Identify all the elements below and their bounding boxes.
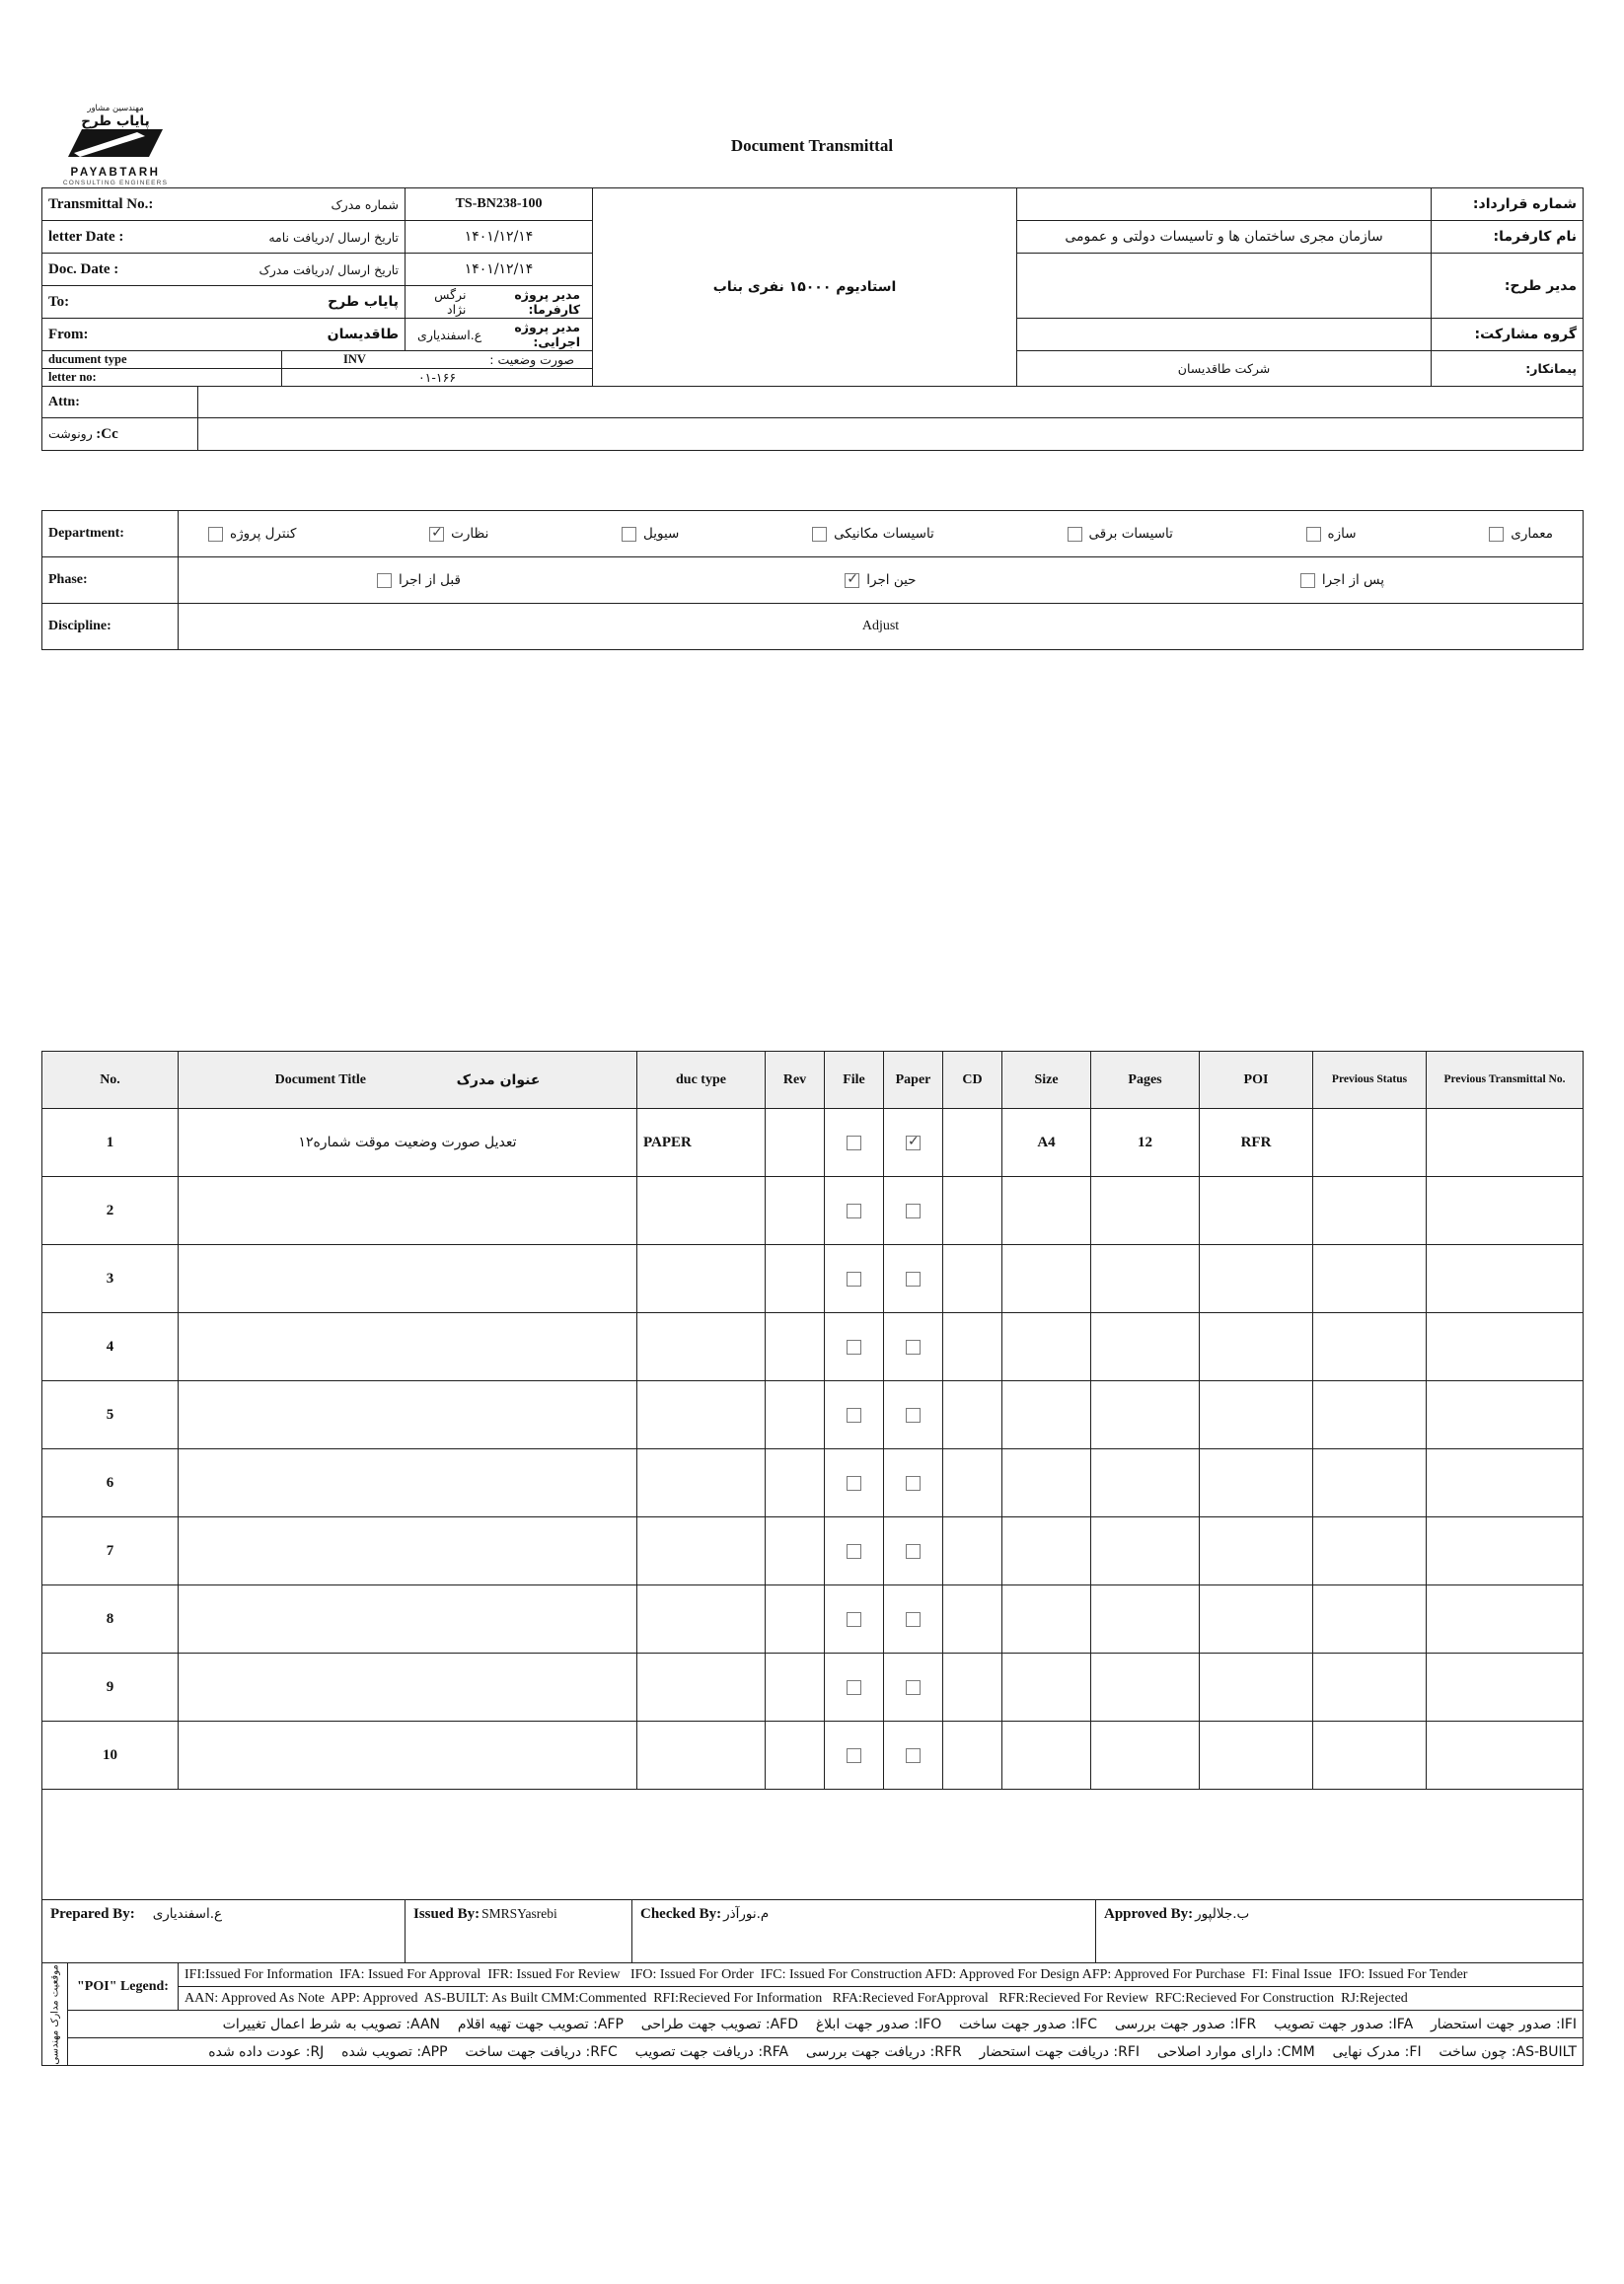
cell-no: 10: [42, 1722, 179, 1790]
client-pm-cell: [406, 286, 593, 319]
phase-option-before: قبل از اجرا: [377, 572, 461, 588]
cell-cd: [943, 1722, 1002, 1790]
brand-fa-small: مهندسین مشاور: [87, 104, 144, 113]
client-pm-value: نرگس نژاد: [434, 287, 467, 317]
cell-no: 2: [42, 1177, 179, 1245]
row-cc: [42, 418, 1584, 451]
cell-prev_transmittal: [1427, 1449, 1584, 1517]
letter-date-value: ۱۴۰۱/۱۲/۱۴: [406, 221, 593, 254]
cell-size: [1002, 1585, 1091, 1654]
paper-checkbox[interactable]: [906, 1612, 921, 1627]
cell-paper: [884, 1654, 943, 1722]
paper-checkbox[interactable]: [906, 1204, 921, 1218]
cell-no: 7: [42, 1517, 179, 1585]
approved-by-value: ب.جلالپور: [1195, 1906, 1250, 1922]
exec-pm-label: مدیر پروژه اجرایی:: [514, 320, 581, 349]
attn-value: [198, 387, 1584, 418]
cc-label: Cc:: [96, 425, 118, 442]
cell-title: [179, 1313, 637, 1381]
cell-pages: [1091, 1313, 1200, 1381]
paper-checkbox[interactable]: [906, 1136, 921, 1150]
cell-paper: [884, 1722, 943, 1790]
cell-title: [179, 1245, 637, 1313]
cell-file: [825, 1449, 884, 1517]
cell-title: [179, 1449, 637, 1517]
cell-rev: [766, 1177, 825, 1245]
cell-poi: [1200, 1381, 1313, 1449]
from-cell: [42, 319, 406, 351]
cell-pages: [1091, 1245, 1200, 1313]
to-value: پایاب طرح: [328, 294, 400, 310]
letter-date-label-cell: [42, 221, 406, 254]
cell-duc_type: [637, 1245, 766, 1313]
cell-paper: [884, 1109, 943, 1177]
partnership-value: [1017, 319, 1432, 351]
col-header-cd: CD: [943, 1052, 1002, 1109]
cell-rev: [766, 1245, 825, 1313]
department-option-electrical: تاسیسات برقی: [1068, 526, 1173, 542]
from-value: طاقدیسان: [327, 327, 400, 342]
cell-duc_type: [637, 1313, 766, 1381]
legend-row-3: [42, 2011, 1584, 2038]
engineering-docs-side-label-cell: [42, 1963, 68, 2066]
cell-prev_transmittal: [1427, 1654, 1584, 1722]
cell-file: [825, 1517, 884, 1585]
paper-checkbox[interactable]: [906, 1748, 921, 1763]
doc-table-header-row: [42, 1052, 1584, 1109]
cell-no: 4: [42, 1313, 179, 1381]
cell-size: [1002, 1313, 1091, 1381]
cell-duc_type: [637, 1722, 766, 1790]
col-header-poi: POI: [1200, 1052, 1313, 1109]
doc-type-label-fa: صورت وضعیت :: [489, 352, 575, 367]
paper-checkbox[interactable]: [906, 1340, 921, 1355]
cell-prev_status: [1313, 1109, 1427, 1177]
page-title: Document Transmittal: [730, 136, 894, 155]
after-execution-checkbox[interactable]: [1300, 573, 1315, 588]
col-header-previous-status: Previous Status: [1313, 1052, 1427, 1109]
doc-row: [42, 1585, 1584, 1654]
cell-duc_type: [637, 1517, 766, 1585]
cell-file: [825, 1177, 884, 1245]
cell-paper: [884, 1177, 943, 1245]
cell-size: [1002, 1245, 1091, 1313]
doc-row: [42, 1449, 1584, 1517]
cc-label-cell: [42, 418, 198, 451]
cell-duc_type: PAPER: [637, 1109, 766, 1177]
issued-by-label: Issued By:: [413, 1906, 480, 1922]
client-label: نام کارفرما:: [1432, 221, 1584, 254]
row-attn: [42, 387, 1584, 418]
brand-en-subtitle: CONSULTING ENGINEERS: [62, 179, 169, 186]
brand-fa-name: پایاب طرح: [81, 112, 150, 129]
cell-cd: [943, 1313, 1002, 1381]
cell-paper: [884, 1381, 943, 1449]
cell-prev_transmittal: [1427, 1109, 1584, 1177]
cell-size: [1002, 1381, 1091, 1449]
row-transmittal-no: [42, 188, 1584, 221]
legend-en-line1: IFI:Issued For Information IFA: Issued For Approval IFR: Issued For Review IFO: Issued For Order IFC: Issued For Construction AFD: Approved For Design AFP: Approved For Purchase FI: Final Issue IFO: Issued For Tender: [179, 1963, 1584, 1987]
phase-label: Phase:: [42, 557, 179, 604]
cell-prev_transmittal: [1427, 1245, 1584, 1313]
cell-duc_type: [637, 1654, 766, 1722]
contract-no-value: [1017, 188, 1432, 221]
legend-row-2: [42, 1987, 1584, 2011]
file-checkbox[interactable]: [847, 1748, 861, 1763]
cell-pages: [1091, 1722, 1200, 1790]
cell-file: [825, 1585, 884, 1654]
file-checkbox[interactable]: [847, 1408, 861, 1423]
file-checkbox[interactable]: [847, 1272, 861, 1287]
partnership-label: گروه مشارکت:: [1432, 319, 1584, 351]
phase-option-after: پس از اجرا: [1300, 572, 1384, 588]
paper-checkbox[interactable]: [906, 1544, 921, 1559]
cell-duc_type: [637, 1177, 766, 1245]
prepared-by-label: Prepared By:: [50, 1906, 135, 1922]
cell-poi: [1200, 1585, 1313, 1654]
cell-size: [1002, 1177, 1091, 1245]
row-phase: [42, 557, 1584, 604]
mechanical-checkbox[interactable]: [812, 527, 827, 542]
cell-poi: [1200, 1245, 1313, 1313]
col-header-title-fa: عنوان مدرک: [456, 1071, 541, 1088]
cell-cd: [943, 1109, 1002, 1177]
during-execution-checkbox[interactable]: [845, 573, 859, 588]
transmittal-no-label-fa: شماره مدرک: [331, 196, 400, 212]
cell-paper: [884, 1313, 943, 1381]
doc-date-label-fa: تاریخ ارسال /دریافت مدرک: [258, 261, 400, 277]
paper-checkbox[interactable]: [906, 1680, 921, 1695]
design-manager-label: مدیر طرح:: [1432, 254, 1584, 319]
file-checkbox[interactable]: [847, 1340, 861, 1355]
cell-title: [179, 1517, 637, 1585]
issued-by-value: SMRSYasrebi: [481, 1906, 557, 1921]
letter-no-value-cell: [282, 369, 593, 387]
cell-prev_transmittal: [1427, 1517, 1584, 1585]
transmittal-no-label-cell: [42, 188, 406, 221]
file-checkbox[interactable]: [847, 1204, 861, 1218]
cell-prev_status: [1313, 1517, 1427, 1585]
file-checkbox[interactable]: [847, 1612, 861, 1627]
engineering-docs-side-label: موقعیت مدارک مهندسی: [49, 1963, 60, 2065]
discipline-value: Adjust: [179, 604, 1584, 650]
civil-checkbox[interactable]: [622, 527, 636, 542]
cell-paper: [884, 1449, 943, 1517]
cell-poi: RFR: [1200, 1109, 1313, 1177]
cell-cd: [943, 1585, 1002, 1654]
doc-row: [42, 1381, 1584, 1449]
cell-duc_type: [637, 1449, 766, 1517]
cell-file: [825, 1245, 884, 1313]
cell-paper: [884, 1585, 943, 1654]
cell-file: [825, 1313, 884, 1381]
cell-prev_transmittal: [1427, 1177, 1584, 1245]
department-option-project-control: کنترل پروژه: [208, 526, 296, 542]
prepared-by-value: ع.اسفندیاری: [152, 1906, 223, 1922]
cell-cd: [943, 1245, 1002, 1313]
cell-no: 9: [42, 1654, 179, 1722]
legend-row-1: [42, 1963, 1584, 1987]
letter-date-label-en: letter Date :: [48, 228, 124, 245]
cell-prev_status: [1313, 1722, 1427, 1790]
empty-area: [42, 1790, 1584, 1900]
col-header-file: File: [825, 1052, 884, 1109]
project-control-checkbox[interactable]: [208, 527, 223, 542]
cell-pages: [1091, 1449, 1200, 1517]
doc-date-label-en: Doc. Date :: [48, 260, 119, 277]
department-table: [41, 510, 1584, 650]
row-discipline: [42, 604, 1584, 650]
paper-checkbox[interactable]: [906, 1272, 921, 1287]
cell-title: [179, 1177, 637, 1245]
col-header-no: No.: [42, 1052, 179, 1109]
from-label: From:: [48, 326, 89, 342]
file-checkbox[interactable]: [847, 1476, 861, 1491]
cell-rev: [766, 1585, 825, 1654]
cell-prev_transmittal: [1427, 1381, 1584, 1449]
cell-prev_status: [1313, 1177, 1427, 1245]
department-option-mechanical: تاسیسات مکانیکی: [812, 526, 934, 542]
col-header-title-en: Document Title: [274, 1071, 366, 1087]
cell-pages: 12: [1091, 1109, 1200, 1177]
department-option-structure: سازه: [1306, 526, 1357, 542]
cell-pages: [1091, 1381, 1200, 1449]
doc-date-value: ۱۴۰۱/۱۲/۱۴: [406, 254, 593, 286]
brand-en-name: PAYABTARH: [70, 166, 161, 179]
cell-paper: [884, 1517, 943, 1585]
cell-no: 3: [42, 1245, 179, 1313]
issued-by-cell: [406, 1900, 632, 1963]
electrical-checkbox[interactable]: [1068, 527, 1082, 542]
approved-by-label: Approved By:: [1104, 1906, 1194, 1922]
cell-cd: [943, 1517, 1002, 1585]
transmittal-no-value: TS-BN238-100: [406, 188, 593, 221]
cell-prev_status: [1313, 1245, 1427, 1313]
signature-row: [42, 1900, 1584, 1963]
cell-size: [1002, 1449, 1091, 1517]
cell-rev: [766, 1722, 825, 1790]
legend-en-line2: AAN: Approved As Note APP: Approved AS-BUILT: As Built CMM:Commented RFI:Recieved For Information RFA:Recieved ForApproval RFR:Recieved For Review RFC:Recieved For Construction RJ:Rejected: [179, 1987, 1584, 2011]
exec-pm-value: ع.اسفندیاری: [417, 327, 482, 342]
document-list-table: [41, 1051, 1584, 1900]
cell-prev_transmittal: [1427, 1313, 1584, 1381]
doc-row: [42, 1517, 1584, 1585]
cell-file: [825, 1381, 884, 1449]
cell-poi: [1200, 1313, 1313, 1381]
col-header-title: [179, 1052, 637, 1109]
cell-pages: [1091, 1177, 1200, 1245]
checked-by-cell: [632, 1900, 1096, 1963]
cell-size: [1002, 1722, 1091, 1790]
transmittal-no-label-en: Transmittal No.:: [48, 195, 154, 212]
cell-cd: [943, 1449, 1002, 1517]
cell-pages: [1091, 1585, 1200, 1654]
cell-rev: [766, 1654, 825, 1722]
cell-no: 5: [42, 1381, 179, 1449]
cell-no: 6: [42, 1449, 179, 1517]
supervision-checkbox[interactable]: [429, 527, 444, 542]
row-department: [42, 511, 1584, 557]
department-options-cell: [179, 511, 1584, 557]
empty-area-row: [42, 1790, 1584, 1900]
legend-fa-line2: AS-BUILT: چون ساخت FI: مدرک نهایی CMM: دارای موارد اصلاحی RFI: دریافت جهت استحضار RFR: دریافت جهت بررسی RFA: دریافت جهت تصویب RFC: دریافت جهت ساخت APP: تصویب شده RJ: عودت داده شده: [68, 2038, 1584, 2066]
department-option-supervision: نظارت ✓: [429, 526, 488, 542]
cell-rev: [766, 1109, 825, 1177]
structure-checkbox[interactable]: [1306, 527, 1321, 542]
cell-prev_status: [1313, 1449, 1427, 1517]
cell-title: [179, 1722, 637, 1790]
col-header-paper: Paper: [884, 1052, 943, 1109]
cell-file: [825, 1654, 884, 1722]
doc-row: [42, 1654, 1584, 1722]
cell-prev_transmittal: [1427, 1722, 1584, 1790]
to-label: To:: [48, 293, 70, 310]
contract-no-label: شماره قرارداد:: [1432, 188, 1584, 221]
architecture-checkbox[interactable]: [1489, 527, 1504, 542]
cell-prev_transmittal: [1427, 1585, 1584, 1654]
attn-label: Attn:: [42, 387, 198, 418]
doc-date-label-cell: [42, 254, 406, 286]
cc-label-fa: رونوشت: [48, 425, 93, 441]
legend-table: [41, 1962, 1584, 2066]
cell-no: 1: [42, 1109, 179, 1177]
approved-by-cell: [1096, 1900, 1584, 1963]
cell-prev_status: [1313, 1654, 1427, 1722]
design-manager-value: [1017, 254, 1432, 319]
client-value: سازمان مجری ساختمان ها و تاسیسات دولتی و عمومی: [1017, 221, 1432, 254]
phase-option-during: حین اجرا ✓: [845, 572, 916, 588]
cell-size: [1002, 1654, 1091, 1722]
letter-no-label: letter no:: [42, 369, 282, 387]
cell-cd: [943, 1381, 1002, 1449]
cell-cd: [943, 1654, 1002, 1722]
department-option-architecture: معماری: [1489, 526, 1553, 542]
col-header-previous-transmittal: Previous Transmittal No.: [1427, 1052, 1584, 1109]
cell-title: [179, 1585, 637, 1654]
cell-file: [825, 1722, 884, 1790]
cell-poi: [1200, 1177, 1313, 1245]
cell-poi: [1200, 1654, 1313, 1722]
legend-row-4: [42, 2038, 1584, 2066]
checked-by-label: Checked By:: [640, 1906, 722, 1922]
cell-pages: [1091, 1654, 1200, 1722]
exec-pm-cell: [406, 319, 593, 351]
signature-table: [41, 1899, 1584, 1963]
doc-type-value: INV: [343, 352, 366, 366]
department-label: Department:: [42, 511, 179, 557]
cell-cd: [943, 1177, 1002, 1245]
cell-pages: [1091, 1517, 1200, 1585]
file-checkbox[interactable]: [847, 1136, 861, 1150]
cell-title: [179, 1654, 637, 1722]
legend-fa-line1: IFI: صدور جهت استحضار IFA: صدور جهت تصویب IFR: صدور جهت بررسی IFC: صدور جهت ساخت IFO: صدور جهت ابلاغ AFD: تصویب جهت طراحی AFP: تصویب جهت تهیه اقلام AAN: تصویب به شرط اعمال تغییرات: [68, 2011, 1584, 2038]
col-header-size: Size: [1002, 1052, 1091, 1109]
cell-duc_type: [637, 1381, 766, 1449]
cell-poi: [1200, 1449, 1313, 1517]
col-header-rev: Rev: [766, 1052, 825, 1109]
letter-no-value: ۰۱-۱۶۶: [417, 369, 457, 385]
cell-size: [1002, 1517, 1091, 1585]
before-execution-checkbox[interactable]: [377, 573, 392, 588]
cell-file: [825, 1109, 884, 1177]
client-pm-label: مدیر پروژه کارفرما:: [514, 287, 581, 317]
file-checkbox[interactable]: [847, 1544, 861, 1559]
cell-prev_status: [1313, 1313, 1427, 1381]
letter-date-label-fa: تاریخ ارسال /دریافت نامه: [268, 229, 400, 245]
doc-row: [42, 1722, 1584, 1790]
cell-duc_type: [637, 1585, 766, 1654]
checked-by-value: م.نورآذر: [723, 1906, 770, 1922]
cell-no: 8: [42, 1585, 179, 1654]
poi-legend-label: "POI" Legend:: [68, 1963, 179, 2011]
cc-value: [198, 418, 1584, 451]
contractor-label: پیمانکار:: [1432, 351, 1584, 387]
cell-paper: [884, 1245, 943, 1313]
project-name-cell: استادیوم ۱۵۰۰۰ نفری بناب: [593, 188, 1017, 387]
doc-row: [42, 1109, 1584, 1177]
cell-title: تعدیل صورت وضعیت موقت شماره۱۲: [179, 1109, 637, 1177]
file-checkbox[interactable]: [847, 1680, 861, 1695]
phase-options-cell: [179, 557, 1584, 604]
cell-rev: [766, 1381, 825, 1449]
cell-prev_status: [1313, 1381, 1427, 1449]
cell-rev: [766, 1449, 825, 1517]
doc-table-body: [42, 1109, 1584, 1790]
department-options: [185, 526, 1577, 542]
doc-row: [42, 1245, 1584, 1313]
header-table: [41, 187, 1584, 451]
phase-options: [185, 572, 1577, 588]
to-cell: [42, 286, 406, 319]
doc-type-label: ducument type: [42, 351, 282, 369]
doc-row: [42, 1313, 1584, 1381]
doc-type-value-cell: [282, 351, 593, 369]
cell-poi: [1200, 1722, 1313, 1790]
cell-rev: [766, 1517, 825, 1585]
paper-checkbox[interactable]: [906, 1476, 921, 1491]
col-header-duc-type: duc type: [637, 1052, 766, 1109]
cell-prev_status: [1313, 1585, 1427, 1654]
cell-size: A4: [1002, 1109, 1091, 1177]
paper-checkbox[interactable]: [906, 1408, 921, 1423]
cell-poi: [1200, 1517, 1313, 1585]
discipline-label: Discipline:: [42, 604, 179, 650]
prepared-by-cell: [42, 1900, 406, 1963]
col-header-pages: Pages: [1091, 1052, 1200, 1109]
cell-title: [179, 1381, 637, 1449]
doc-row: [42, 1177, 1584, 1245]
contractor-value: شرکت طاقدیسان: [1017, 351, 1432, 387]
department-option-civil: سیویل: [622, 526, 679, 542]
cell-rev: [766, 1313, 825, 1381]
